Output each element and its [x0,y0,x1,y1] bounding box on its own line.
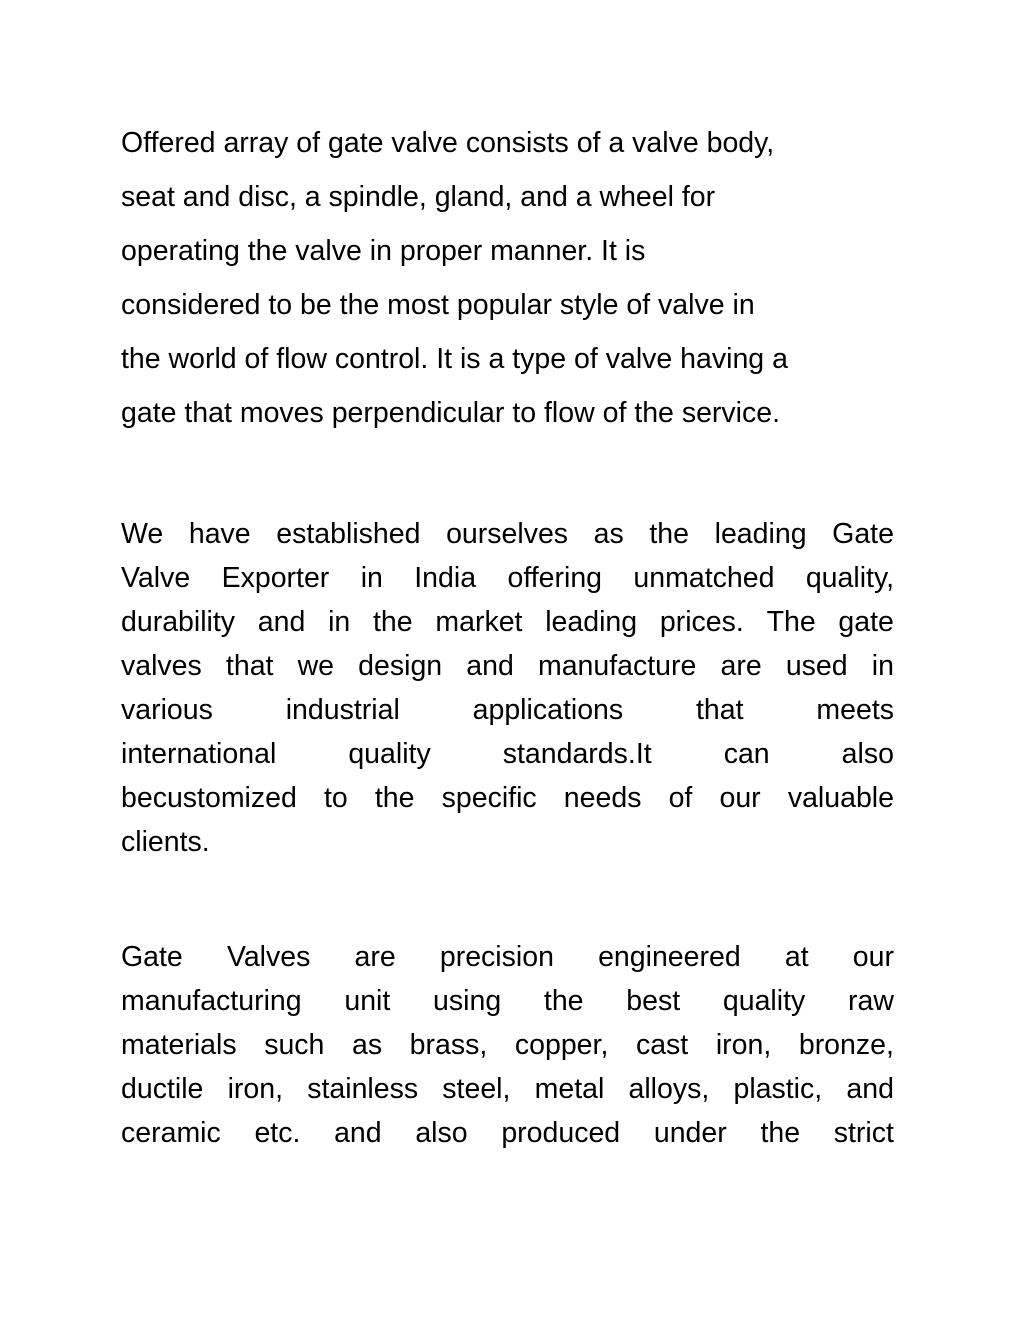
word: Gate [832,518,894,550]
word: Valve [121,562,191,594]
paragraph-3-line [121,979,894,1023]
word: Valves [226,941,311,973]
word: etc. [254,1117,301,1149]
word: iron, [227,1073,284,1105]
word: materials [121,1029,237,1061]
word: that [225,650,274,682]
word: needs [563,782,642,814]
word: in [871,650,894,682]
paragraph-1-line: Offered array of gate valve consists of a valve body, [121,127,775,159]
word: cast [635,1029,689,1061]
paragraph-3-line [121,1023,894,1067]
word: at [784,941,809,973]
word: alloys, [628,1073,710,1105]
paragraph-1-line: gate that moves perpendicular to flow of the service. [121,397,781,429]
word: the [760,1117,801,1149]
word: meets [816,694,894,726]
word: plastic, [733,1073,823,1105]
word: market [435,606,523,638]
paragraph-1-line: operating the valve in proper manner. It is [121,235,646,267]
word: and [334,1117,382,1149]
word: also [841,738,894,770]
word: valuable [787,782,894,814]
paragraph-1-line: considered to be the most popular style of valve in [121,289,755,321]
paragraph-1-line: the world of flow control. It is a type of valve having a [121,343,788,375]
word: the [649,518,690,550]
word: and [846,1073,894,1105]
word: as [593,518,624,550]
paragraph-2-line [121,556,894,600]
word: durability [121,606,236,638]
word: raw [848,985,894,1017]
paragraph-2-line [121,732,894,776]
word: and [466,650,514,682]
paragraph-1 [121,116,894,440]
word: We [121,518,164,550]
word: of [668,782,693,814]
word: India [414,562,477,594]
word: as [351,1029,383,1061]
word: various [121,694,213,726]
word: are [354,941,396,973]
word: applications [472,694,624,726]
word: brass, [409,1029,488,1061]
word: the [543,985,584,1017]
word: also [415,1117,468,1149]
paragraph-3-line [121,1111,894,1155]
word: engineered [598,941,741,973]
word: standards.It [502,738,652,770]
word: that [695,694,744,726]
paragraph-3-line [121,1067,894,1111]
word: our [719,782,761,814]
word: can [723,738,770,770]
word: produced [501,1117,621,1149]
word: metal [534,1073,605,1105]
paragraph-2-last-line: clients. [121,826,210,858]
paragraph-2-line [121,688,894,732]
word: precision [439,941,554,973]
word: The [766,606,816,638]
word: steel, [442,1073,511,1105]
word: we [297,650,335,682]
word: quality, [805,562,894,594]
paragraph-3-line [121,935,894,979]
paragraph-2-line [121,512,894,556]
paragraph-2 [121,512,894,864]
word: the [374,782,415,814]
word: ductile [121,1073,204,1105]
word: used [785,650,848,682]
word: in [328,606,351,638]
word: offering [507,562,603,594]
word: such [264,1029,325,1061]
word: using [433,985,502,1017]
word: ceramic [121,1117,221,1149]
word: becustomized [121,782,297,814]
word: leading [545,606,638,638]
word: bronze, [798,1029,894,1061]
paragraph-3 [121,935,894,1155]
word: leading [714,518,807,550]
word: unit [344,985,391,1017]
word: quality [348,738,431,770]
word: Exporter [221,562,330,594]
word: stainless [307,1073,419,1105]
word: are [720,650,762,682]
word: copper, [514,1029,609,1061]
word: strict [833,1117,894,1149]
paragraph-2-line [121,776,894,820]
word: manufacture [537,650,697,682]
word: Gate [121,941,183,973]
word: gate [838,606,894,638]
word: and [257,606,306,638]
paragraph-2-line [121,644,894,688]
word: specific [441,782,537,814]
word: established [276,518,421,550]
word: manufacturing [121,985,302,1017]
paragraph-1-line: seat and disc, a spindle, gland, and a wheel for [121,181,716,213]
word: best [626,985,681,1017]
word: design [358,650,443,682]
word: quality [722,985,806,1017]
word: unmatched [633,562,775,594]
word: in [360,562,383,594]
word: industrial [285,694,400,726]
word: the [373,606,413,638]
word: prices. [659,606,744,638]
word: valves [121,650,202,682]
paragraph-2-line [121,600,894,644]
word: international [121,738,277,770]
word: to [323,782,348,814]
word: iron, [715,1029,772,1061]
word: have [188,518,251,550]
word: ourselves [446,518,569,550]
word: our [852,941,894,973]
word: under [653,1117,727,1149]
